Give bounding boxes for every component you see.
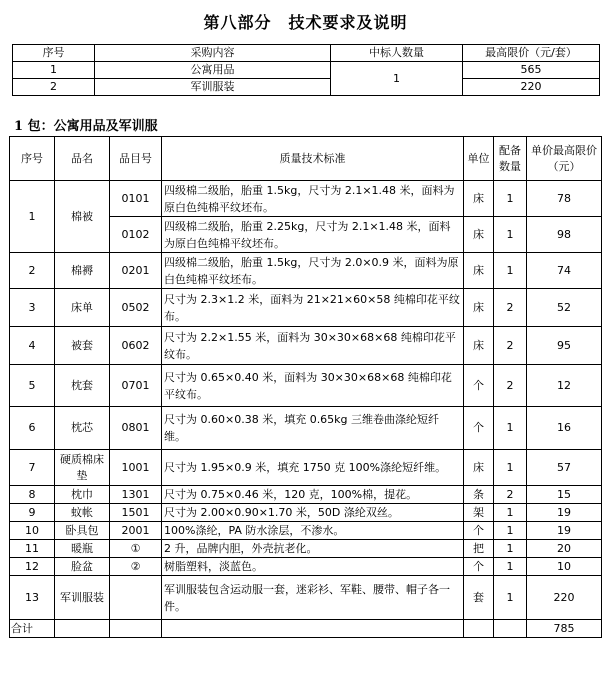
item-no: 6 [10,407,55,450]
item-price: 74 [527,253,602,289]
item-price: 15 [527,486,602,504]
item-spec: 尺寸为 0.65×0.40 米，面料为 30×30×68×68 纯棉印花平纹布。 [162,365,464,407]
item-qty: 1 [494,558,527,576]
item-code: ② [110,558,162,576]
item-qty: 1 [494,217,527,253]
item-unit: 个 [464,558,494,576]
header-qty: 配备数量 [494,137,527,181]
item-no: 9 [10,504,55,522]
table-row [10,327,602,365]
item-price: 19 [527,504,602,522]
item-price: 98 [527,217,602,253]
item-price: 19 [527,522,602,540]
item-spec: 四级棉二级胎，胎重 1.5kg，尺寸为 2.0×0.9 米，面料为原白色纯棉平纹坯布。 [162,253,464,289]
item-name: 床单 [55,289,110,327]
table-row [10,558,602,576]
summary-content: 军训服装 [95,79,331,96]
table-row [10,289,602,327]
item-no: 11 [10,540,55,558]
total-value: 785 [527,620,602,638]
table-row [10,450,602,486]
summary-header-content: 采购内容 [95,45,331,62]
summary-winner-count: 1 [331,62,463,96]
item-code: 0102 [110,217,162,253]
item-code: 1301 [110,486,162,504]
summary-header-row [13,45,600,62]
items-table [9,136,602,638]
page-title: 第八部分 技术要求及说明 [203,13,408,32]
item-qty: 1 [494,576,527,620]
item-unit: 个 [464,522,494,540]
item-qty: 2 [494,289,527,327]
item-qty: 1 [494,540,527,558]
item-no: 1 [10,181,55,253]
item-spec: 尺寸为 2.2×1.55 米，面料为 30×30×68×68 纯棉印花平纹布。 [162,327,464,365]
item-code: 0801 [110,407,162,450]
item-spec: 四级棉二级胎，胎重 2.25kg，尺寸为 2.1×1.48 米，面料为原白色纯棉平纹坯布。 [162,217,464,253]
table-row [10,522,602,540]
item-price: 10 [527,558,602,576]
section-heading: 1 包：公寓用品及军训服 [14,119,158,134]
item-no: 5 [10,365,55,407]
item-price: 12 [527,365,602,407]
item-price: 16 [527,407,602,450]
item-qty: 1 [494,181,527,217]
item-code [110,576,162,620]
summary-table [12,44,600,96]
header-code: 品目号 [110,137,162,181]
item-unit: 套 [464,576,494,620]
item-unit: 床 [464,181,494,217]
header-name: 品名 [55,137,110,181]
item-unit: 个 [464,407,494,450]
item-qty: 2 [494,486,527,504]
item-code: 0502 [110,289,162,327]
item-code: 2001 [110,522,162,540]
item-spec: 尺寸为 2.3×1.2 米，面料为 21×21×60×58 纯棉印花平纹布。 [162,289,464,327]
header-unit: 单位 [464,137,494,181]
item-unit: 把 [464,540,494,558]
item-name: 被套 [55,327,110,365]
item-name: 军训服装 [55,576,110,620]
summary-header-price: 最高限价（元/套） [463,45,600,62]
item-unit: 床 [464,289,494,327]
summary-no: 1 [13,62,95,79]
total-empty-cell [55,620,110,638]
item-price: 78 [527,181,602,217]
item-code: 0101 [110,181,162,217]
table-row [10,504,602,522]
summary-row [13,62,600,79]
table-row [10,486,602,504]
header-no: 序号 [10,137,55,181]
item-unit: 条 [464,486,494,504]
item-spec: 尺寸为 1.95×0.9 米，填充 1750 克 100%涤纶短纤维。 [162,450,464,486]
item-unit: 床 [464,253,494,289]
item-no: 8 [10,486,55,504]
item-spec: 尺寸为 0.60×0.38 米，填充 0.65kg 三维卷曲涤纶短纤维。 [162,407,464,450]
table-row [10,181,602,217]
item-price: 95 [527,327,602,365]
item-unit: 床 [464,450,494,486]
summary-no: 2 [13,79,95,96]
item-price: 52 [527,289,602,327]
item-no: 13 [10,576,55,620]
total-row [10,620,602,638]
item-unit: 床 [464,217,494,253]
item-unit: 架 [464,504,494,522]
item-no: 12 [10,558,55,576]
table-row [10,576,602,620]
summary-row [13,79,600,96]
item-no: 7 [10,450,55,486]
table-row [10,407,602,450]
item-name: 枕巾 [55,486,110,504]
summary-price: 565 [463,62,600,79]
item-qty: 1 [494,407,527,450]
item-qty: 2 [494,327,527,365]
item-spec: 四级棉二级胎，胎重 1.5kg，尺寸为 2.1×1.48 米，面料为原白色纯棉平纹坯布。 [162,181,464,217]
item-spec: 2 升，品牌内胆，外壳抗老化。 [162,540,464,558]
item-code: 0201 [110,253,162,289]
item-code: 0701 [110,365,162,407]
item-name: 棉被 [55,181,110,253]
total-empty-cell [464,620,494,638]
item-spec: 树脂塑料，淡蓝色。 [162,558,464,576]
item-qty: 1 [494,253,527,289]
item-no: 10 [10,522,55,540]
item-qty: 1 [494,522,527,540]
item-name: 枕芯 [55,407,110,450]
item-no: 4 [10,327,55,365]
table-row [10,253,602,289]
header-spec: 质量技术标准 [162,137,464,181]
total-empty-cell [110,620,162,638]
item-code: 1001 [110,450,162,486]
header-price: 单价最高限价（元） [527,137,602,181]
item-name: 暖瓶 [55,540,110,558]
item-code: 1501 [110,504,162,522]
item-unit: 个 [464,365,494,407]
item-spec: 100%涤纶，PA 防水涂层，不渗水。 [162,522,464,540]
items-header-row [10,137,602,181]
item-price: 20 [527,540,602,558]
item-spec: 军训服装包含运动服一套，迷彩衫、军鞋、腰带、帽子各一件。 [162,576,464,620]
total-empty-cell [162,620,464,638]
item-spec: 尺寸为 0.75×0.46 米，120 克，100%棉，提花。 [162,486,464,504]
item-qty: 1 [494,450,527,486]
item-name: 枕套 [55,365,110,407]
item-no: 2 [10,253,55,289]
summary-price: 220 [463,79,600,96]
item-qty: 2 [494,365,527,407]
item-unit: 床 [464,327,494,365]
total-empty-cell [494,620,527,638]
summary-content: 公寓用品 [95,62,331,79]
item-name: 棉褥 [55,253,110,289]
item-name: 脸盆 [55,558,110,576]
item-qty: 1 [494,504,527,522]
total-label: 合计 [10,620,55,638]
item-name: 蚊帐 [55,504,110,522]
item-no: 3 [10,289,55,327]
item-name: 卧具包 [55,522,110,540]
summary-header-winner-count: 中标人数量 [331,45,463,62]
item-price: 220 [527,576,602,620]
table-row [10,540,602,558]
item-code: ① [110,540,162,558]
item-code: 0602 [110,327,162,365]
item-spec: 尺寸为 2.00×0.90×1.70 米，50D 涤纶双丝。 [162,504,464,522]
item-name: 硬质棉床垫 [55,450,110,486]
summary-header-no: 序号 [13,45,95,62]
item-price: 57 [527,450,602,486]
table-row [10,365,602,407]
